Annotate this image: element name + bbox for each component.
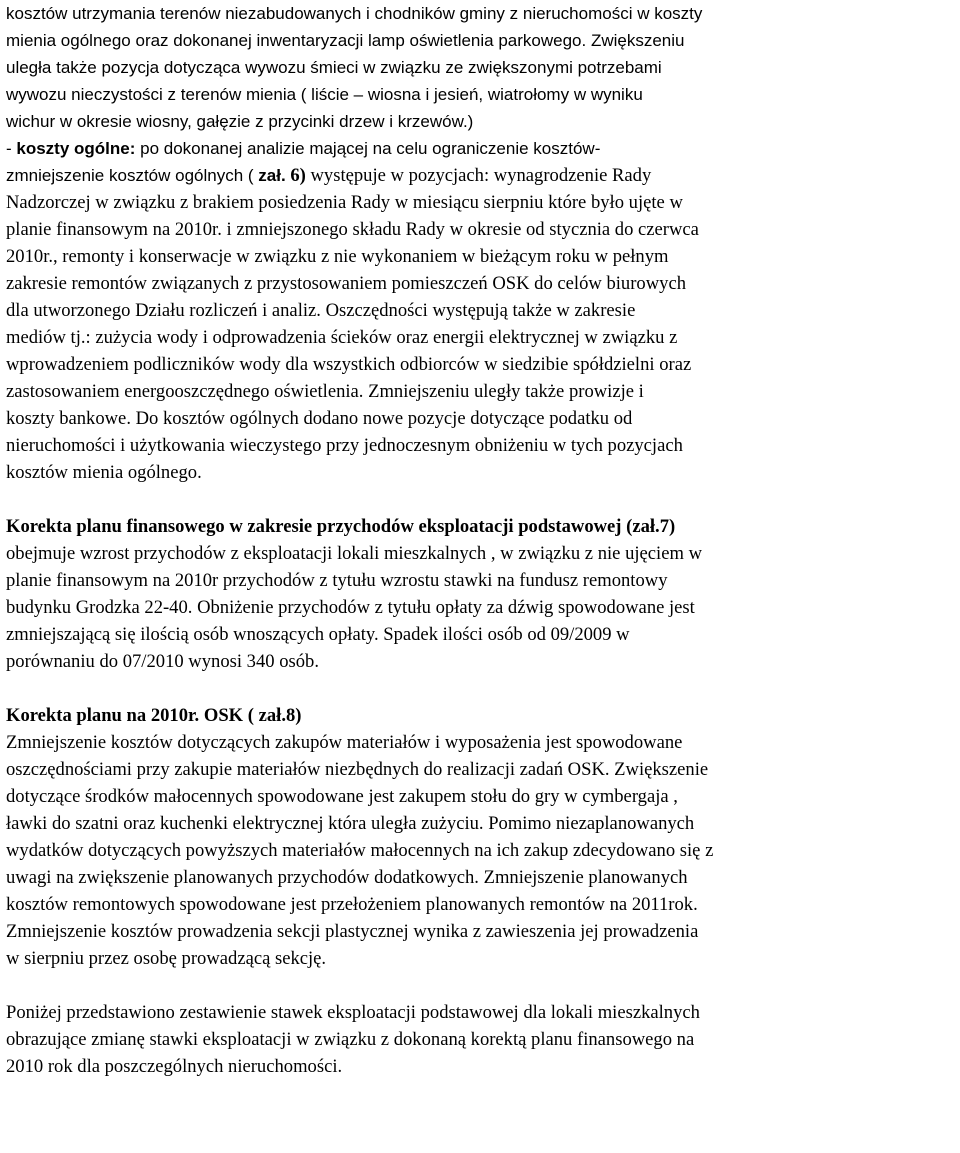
text-line: Poniżej przedstawiono zestawienie stawek eksploatacji podstawowej dla lokali mieszkalnych <box>6 1002 700 1023</box>
text-line: obrazujące zmianę stawki eksploatacji w związku z dokonaną korektą planu finansowego na <box>6 1029 695 1050</box>
text-segment: wichur w okresie wiosny, gałęzie z przycinki drzew i krzewów.) <box>6 112 474 131</box>
text-line: dotyczące środków małocennych spowodowane jest zakupem stołu do gry w cymbergaja , <box>6 786 678 807</box>
text-line <box>6 243 954 270</box>
text-segment: uległa także pozycja dotycząca wywozu śmieci w związku ze zwiększonymi potrzebami <box>6 58 662 77</box>
heading-revenue-correction: Korekta planu finansowego w zakresie przychodów eksploatacji podstawowej (zał.7) <box>6 516 676 537</box>
text-line <box>6 81 954 108</box>
text-line: zmniejszającą się ilością osób wnoszących opłaty. Spadek ilości osób od 09/2009 w <box>6 624 630 645</box>
section-cost-analysis <box>6 0 954 486</box>
text-segment: po dokonanej analizie mającej na celu ograniczenie kosztów- <box>135 139 601 158</box>
text-segment: zał. <box>258 166 286 185</box>
text-segment: 2010r., remonty i konserwacje w związku z nie wykonaniem w bieżącym roku w pełnym <box>6 246 669 267</box>
text-segment: zakresie remontów związanych z przystosowaniem pomieszczeń OSK do celów biurowych <box>6 273 686 294</box>
text-segment: zmniejszenie kosztów ogólnych ( <box>6 166 259 185</box>
text-line: uwagi na zwiększenie planowanych przychodów dodatkowych. Zmniejszenie planowanych <box>6 867 688 888</box>
text-line: budynku Grodzka 22-40. Obniżenie przychodów z tytułu opłaty za dźwig spowodowane jest <box>6 597 695 618</box>
text-line <box>6 405 954 432</box>
paragraph-spacer <box>6 486 954 513</box>
text-line <box>6 135 954 162</box>
text-segment: kosztów utrzymania terenów niezabudowanych i chodników gminy z nieruchomości w koszty <box>6 4 703 23</box>
text-line <box>6 54 954 81</box>
text-line: porównaniu do 07/2010 wynosi 340 osób. <box>6 651 319 672</box>
text-line: w sierpniu przez osobę prowadzącą sekcję. <box>6 948 327 969</box>
heading-osk-correction: Korekta planu na 2010r. OSK ( zał.8) <box>6 705 302 726</box>
text-segment: wywozu nieczystości z terenów mienia ( liście – wiosna i jesień, wiatrołomy w wyniku <box>6 85 643 104</box>
text-segment: wprowadzeniem podliczników wody dla wszystkich odbiorców w siedzibie spółdzielni oraz <box>6 354 692 375</box>
text-line <box>6 459 954 486</box>
text-segment: kosztów mienia ogólnego. <box>6 462 202 483</box>
text-line: Zmniejszenie kosztów prowadzenia sekcji plastycznej wynika z zawieszenia jej prowadzenia <box>6 921 699 942</box>
section-revenue-correction <box>6 540 954 675</box>
text-segment: dla utworzonego Działu rozliczeń i analiz. Oszczędności występują także w zakresie <box>6 300 636 321</box>
text-segment: - <box>6 139 17 158</box>
text-line <box>6 27 954 54</box>
text-segment: zastosowaniem energooszczędnego oświetlenia. Zmniejszeniu uległy także prowizje i <box>6 381 644 402</box>
text-line <box>6 216 954 243</box>
text-segment: nieruchomości i użytkowania wieczystego przy jednoczesnym obniżeniu w tych pozycjach <box>6 435 683 456</box>
text-segment: 6) <box>290 165 306 186</box>
text-line: ławki do szatni oraz kuchenki elektrycznej która uległa zużyciu. Pomimo niezaplanowanych <box>6 813 695 834</box>
text-line: Zmniejszenie kosztów dotyczących zakupów materiałów i wyposażenia jest spowodowane <box>6 732 683 753</box>
text-segment: mediów tj.: zużycia wody i odprowadzenia ścieków oraz energii elektrycznej w związku z <box>6 327 678 348</box>
text-line: 2010 rok dla poszczególnych nieruchomości. <box>6 1056 343 1077</box>
text-line: planie finansowym na 2010r przychodów z tytułu wzrostu stawki na fundusz remontowy <box>6 570 668 591</box>
section-rates-summary <box>6 999 954 1080</box>
text-line: obejmuje wzrost przychodów z eksploatacji lokali mieszkalnych , w związku z nie ujęciem w <box>6 543 702 564</box>
text-segment: Nadzorczej w związku z brakiem posiedzenia Rady w miesiącu sierpniu które było ujęte w <box>6 192 683 213</box>
text-line <box>6 189 954 216</box>
paragraph-spacer <box>6 675 954 702</box>
text-segment: koszty ogólne: <box>16 139 136 158</box>
text-line <box>6 297 954 324</box>
text-line <box>6 324 954 351</box>
text-segment: występuje w pozycjach: wynagrodzenie Rady <box>305 165 652 186</box>
text-line <box>6 108 954 135</box>
text-line <box>6 162 954 189</box>
text-line <box>6 0 954 27</box>
text-line: kosztów remontowych spowodowane jest przełożeniem planowanych remontów na 2011rok. <box>6 894 698 915</box>
paragraph-spacer <box>6 972 954 999</box>
text-line <box>6 351 954 378</box>
text-line: oszczędnościami przy zakupie materiałów niezbędnych do realizacji zadań OSK. Zwiększenie <box>6 759 709 780</box>
text-line <box>6 270 954 297</box>
text-segment: planie finansowym na 2010r. i zmniejszonego składu Rady w okresie od stycznia do czerwca <box>6 219 699 240</box>
text-line: wydatków dotyczących powyższych materiałów małocennych na ich zakup zdecydowano się z <box>6 840 714 861</box>
section-osk-correction <box>6 729 954 972</box>
text-line <box>6 432 954 459</box>
text-segment: mienia ogólnego oraz dokonanej inwentaryzacji lamp oświetlenia parkowego. Zwiększeniu <box>6 31 685 50</box>
text-segment: koszty bankowe. Do kosztów ogólnych dodano nowe pozycje dotyczące podatku od <box>6 408 633 429</box>
text-line <box>6 378 954 405</box>
